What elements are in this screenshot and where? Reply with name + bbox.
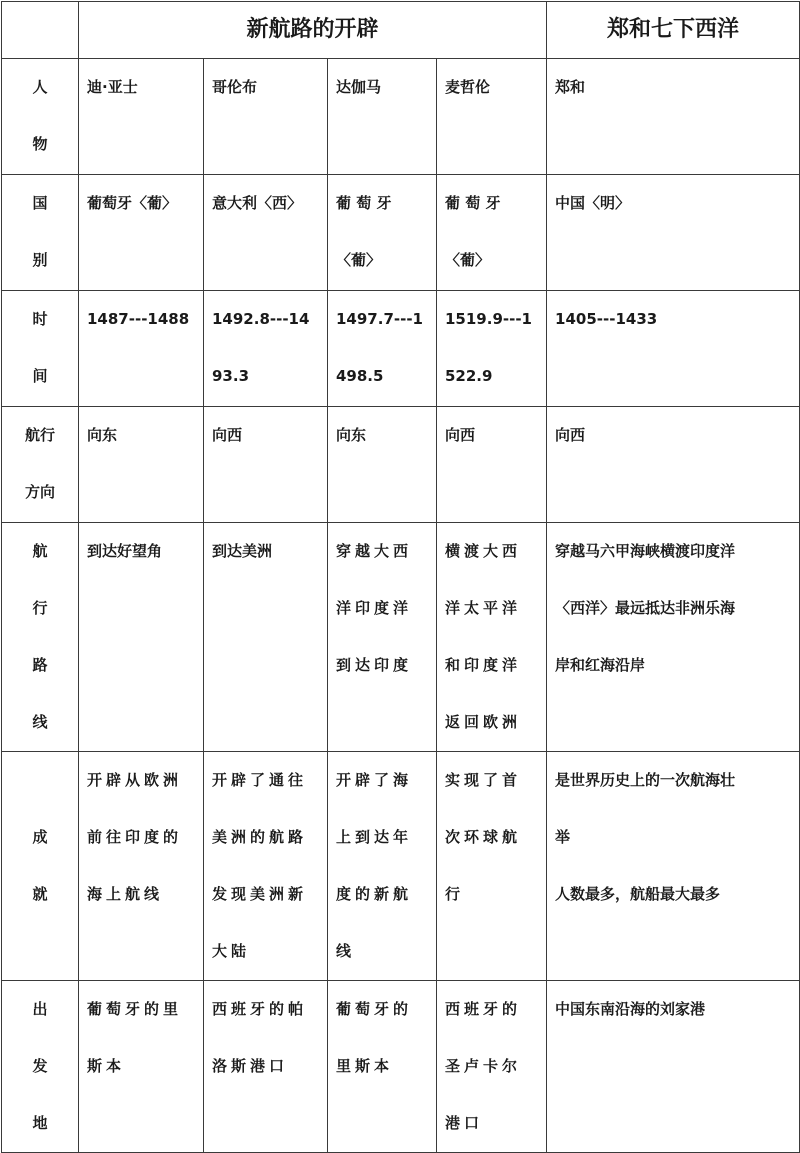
row-label-line: 方向 [24, 483, 55, 501]
cell-text-line: 意大利〈西〉 [212, 194, 303, 212]
row-label-line: 线 [32, 713, 48, 731]
row-label-line: 行 [32, 599, 48, 617]
cell-dias [79, 291, 204, 407]
cell-text-line: 向西 [555, 426, 586, 444]
cell-text-line: 1492.8---14 [212, 310, 310, 328]
cell-dias [79, 175, 204, 291]
cell-columbus [204, 752, 328, 981]
cell-text-line: 葡萄牙的里 [87, 1000, 183, 1018]
cell-text-line: 向东 [87, 426, 118, 444]
cell-magellan [437, 523, 547, 752]
row-label-line: 人 [32, 78, 48, 96]
cell-text-line: 开辟了海 [336, 771, 413, 789]
row-label-line: 成 [32, 828, 48, 846]
cell-zheng-he [547, 981, 800, 1153]
row-label-line: 航 [32, 542, 48, 560]
row-label [2, 407, 79, 523]
cell-text-line: 和印度洋 [445, 656, 522, 674]
cell-text-line: 葡 萄 牙 [336, 194, 392, 212]
cell-text-line: 上到达年 [336, 828, 413, 846]
table-row [2, 523, 800, 752]
cell-text-line: 迪·亚士 [87, 78, 138, 96]
cell-text-line: 522.9 [445, 367, 493, 385]
table-row [2, 407, 800, 523]
cell-text-line: 圣卢卡尔 [445, 1057, 522, 1075]
cell-text-line: 度的新航 [336, 885, 413, 903]
cell-text-line: 西班牙的帕 [212, 1000, 308, 1018]
cell-text-line: 中国〈明〉 [555, 194, 631, 212]
cell-magellan [437, 59, 547, 175]
cell-text-line: 到达好望角 [87, 542, 163, 560]
cell-text-line: 向西 [445, 426, 476, 444]
cell-text-line: 1497.7---1 [336, 310, 423, 328]
cell-text-line: 向西 [212, 426, 243, 444]
cell-text-line: 开辟了通往 [212, 771, 308, 789]
cell-zheng-he [547, 407, 800, 523]
cell-da-gama [328, 59, 437, 175]
cell-text-line: 行 [445, 885, 465, 903]
table-row [2, 981, 800, 1153]
cell-columbus [204, 175, 328, 291]
cell-text-line: 是世界历史上的一次航海壮 [555, 771, 736, 789]
cell-magellan [437, 981, 547, 1153]
row-label-line [2, 752, 78, 809]
cell-text-line: 1487---1488 [87, 310, 190, 328]
cell-text-line: 1405---1433 [555, 310, 658, 328]
cell-magellan [437, 752, 547, 981]
cell-magellan [437, 407, 547, 523]
cell-text-line: 发现美洲新 [212, 885, 308, 903]
cell-text-line: 返回欧洲 [445, 713, 522, 731]
cell-dias [79, 752, 204, 981]
row-label-line: 时 [32, 310, 48, 328]
cell-text-line: 498.5 [336, 367, 384, 385]
cell-text-line: 中国东南沿海的刘家港 [555, 1000, 706, 1018]
row-label-line: 就 [32, 885, 48, 903]
cell-text-line: 大陆 [212, 942, 251, 960]
cell-text-line: 葡萄牙〈葡〉 [87, 194, 178, 212]
cell-text-line: 里斯本 [336, 1057, 394, 1075]
new-routes-header: 新航路的开辟 [79, 2, 547, 59]
cell-zheng-he [547, 523, 800, 752]
cell-magellan [437, 175, 547, 291]
cell-magellan [437, 291, 547, 407]
cell-text-line: 洛斯港口 [212, 1057, 289, 1075]
row-label-line: 出 [32, 1000, 48, 1018]
cell-text-line: 〈西洋〉最远抵达非洲乐海 [555, 599, 736, 617]
row-label-line: 间 [32, 367, 48, 385]
cell-text-line: 横渡大西 [445, 542, 522, 560]
cell-text-line: 〈葡〉 [445, 251, 491, 269]
cell-dias [79, 407, 204, 523]
cell-da-gama [328, 291, 437, 407]
comparison-table [1, 1, 800, 1153]
table-row [2, 175, 800, 291]
row-label-line: 国 [32, 194, 48, 212]
row-label [2, 175, 79, 291]
row-label [2, 59, 79, 175]
cell-text-line: 人数最多，航船最大最多 [555, 885, 721, 903]
cell-text-line: 西班牙的 [445, 1000, 522, 1018]
corner-cell [2, 2, 79, 59]
cell-text-line: 斯本 [87, 1057, 126, 1075]
table-row [2, 291, 800, 407]
cell-da-gama [328, 981, 437, 1153]
table-row [2, 752, 800, 981]
row-label [2, 523, 79, 752]
cell-da-gama [328, 175, 437, 291]
cell-text-line: 1519.9---1 [445, 310, 532, 328]
cell-zheng-he [547, 59, 800, 175]
cell-text-line: 〈葡〉 [336, 251, 382, 269]
cell-text-line: 洋太平洋 [445, 599, 522, 617]
cell-text-line: 港口 [445, 1114, 484, 1132]
cell-text-line: 到达印度 [336, 656, 413, 674]
cell-text-line: 岸和红海沿岸 [555, 656, 646, 674]
cell-columbus [204, 59, 328, 175]
table-row [2, 59, 800, 175]
cell-text-line: 麦哲伦 [445, 78, 491, 96]
cell-text-line: 实现了首 [445, 771, 522, 789]
cell-columbus [204, 981, 328, 1153]
cell-text-line: 达伽马 [336, 78, 382, 96]
cell-text-line: 向东 [336, 426, 367, 444]
cell-text-line: 93.3 [212, 367, 250, 385]
cell-da-gama [328, 407, 437, 523]
cell-text-line: 海上航线 [87, 885, 164, 903]
cell-text-line: 穿越大西 [336, 542, 413, 560]
cell-text-line: 洋印度洋 [336, 599, 413, 617]
cell-columbus [204, 291, 328, 407]
cell-text-line: 次环球航 [445, 828, 522, 846]
cell-da-gama [328, 523, 437, 752]
row-label-line: 别 [32, 251, 48, 269]
cell-da-gama [328, 752, 437, 981]
cell-text-line: 前往印度的 [87, 828, 183, 846]
row-label-line: 航行 [24, 426, 55, 444]
row-label-line: 物 [32, 135, 48, 153]
cell-columbus [204, 407, 328, 523]
cell-text-line: 哥伦布 [212, 78, 258, 96]
cell-columbus [204, 523, 328, 752]
cell-text-line: 郑和 [555, 78, 586, 96]
row-label [2, 981, 79, 1153]
cell-dias [79, 59, 204, 175]
row-label-line: 路 [32, 656, 48, 674]
cell-text-line: 线 [336, 942, 356, 960]
row-label-line: 发 [32, 1057, 48, 1075]
cell-text-line: 到达美洲 [212, 542, 273, 560]
row-label [2, 291, 79, 407]
cell-text-line: 葡萄牙的 [336, 1000, 413, 1018]
cell-text-line: 举 [555, 828, 571, 846]
row-label [2, 752, 79, 981]
row-label-line: 地 [32, 1114, 48, 1132]
cell-text-line: 美洲的航路 [212, 828, 308, 846]
cell-text-line: 开辟从欧洲 [87, 771, 183, 789]
cell-zheng-he [547, 291, 800, 407]
cell-zheng-he [547, 752, 800, 981]
zheng-he-header: 郑和七下西洋 [547, 2, 800, 59]
cell-text-line: 葡 萄 牙 [445, 194, 501, 212]
cell-dias [79, 523, 204, 752]
cell-dias [79, 981, 204, 1153]
cell-text-line: 穿越马六甲海峡横渡印度洋 [555, 542, 736, 560]
header-row [2, 2, 800, 59]
cell-zheng-he [547, 175, 800, 291]
